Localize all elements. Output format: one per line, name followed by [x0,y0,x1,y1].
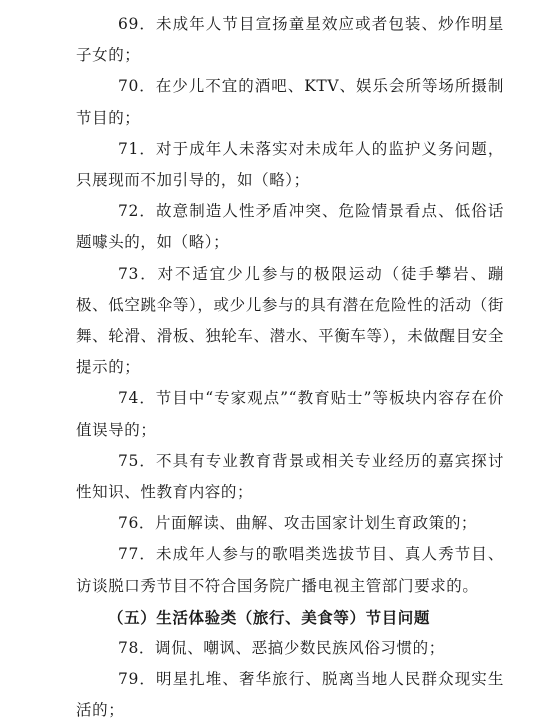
item-72: 72．故意制造人性矛盾冲突、危险情景看点、低俗话题噱头的，如（略）； [76,202,504,252]
item-69: 69．未成年人节目宣扬童星效应或者包装、炒作明星子女的； [76,15,504,65]
item-78: 78．调侃、嘲讽、恶搞少数民族风俗习惯的； [118,639,445,658]
item-71: 71．对于成年人未落实对未成年人的监护义务问题，只展现而不加引导的，如（略）； [76,139,504,190]
item-77: 77．未成年人参与的歌唱类选拔节目、真人秀节目、访谈脱口秀节目不符合国务院广播电视主管部门要求的。 [76,545,504,595]
item-70: 70．在少儿不宜的酒吧、KTV、娱乐会所等场所摄制节目的； [76,77,504,127]
item-73: 73．对不适宜少儿参与的极限运动（徒手攀岩、蹦极、低空跳伞等），或少儿参与的具有潜在危险性的活动（街舞、轮滑、滑板、独轮车、潜水、平衡车等），未做醒目安全提示的； [76,264,504,377]
section-heading: （五）生活体验类（旅行、美食等）节目问题 [108,607,431,627]
item-74: 74．节目中“专家观点”“教育贴士”等板块内容存在价值误导的； [76,389,504,439]
item-75: 75．不具有专业教育背景或相关专业经历的嘉宾探讨性知识、性教育内容的； [76,451,504,502]
item-76: 76．片面解读、曲解、攻击国家计划生育政策的； [118,514,478,533]
item-79: 79．明星扎堆、奢华旅行、脱离当地人民群众现实生活的； [76,670,504,720]
